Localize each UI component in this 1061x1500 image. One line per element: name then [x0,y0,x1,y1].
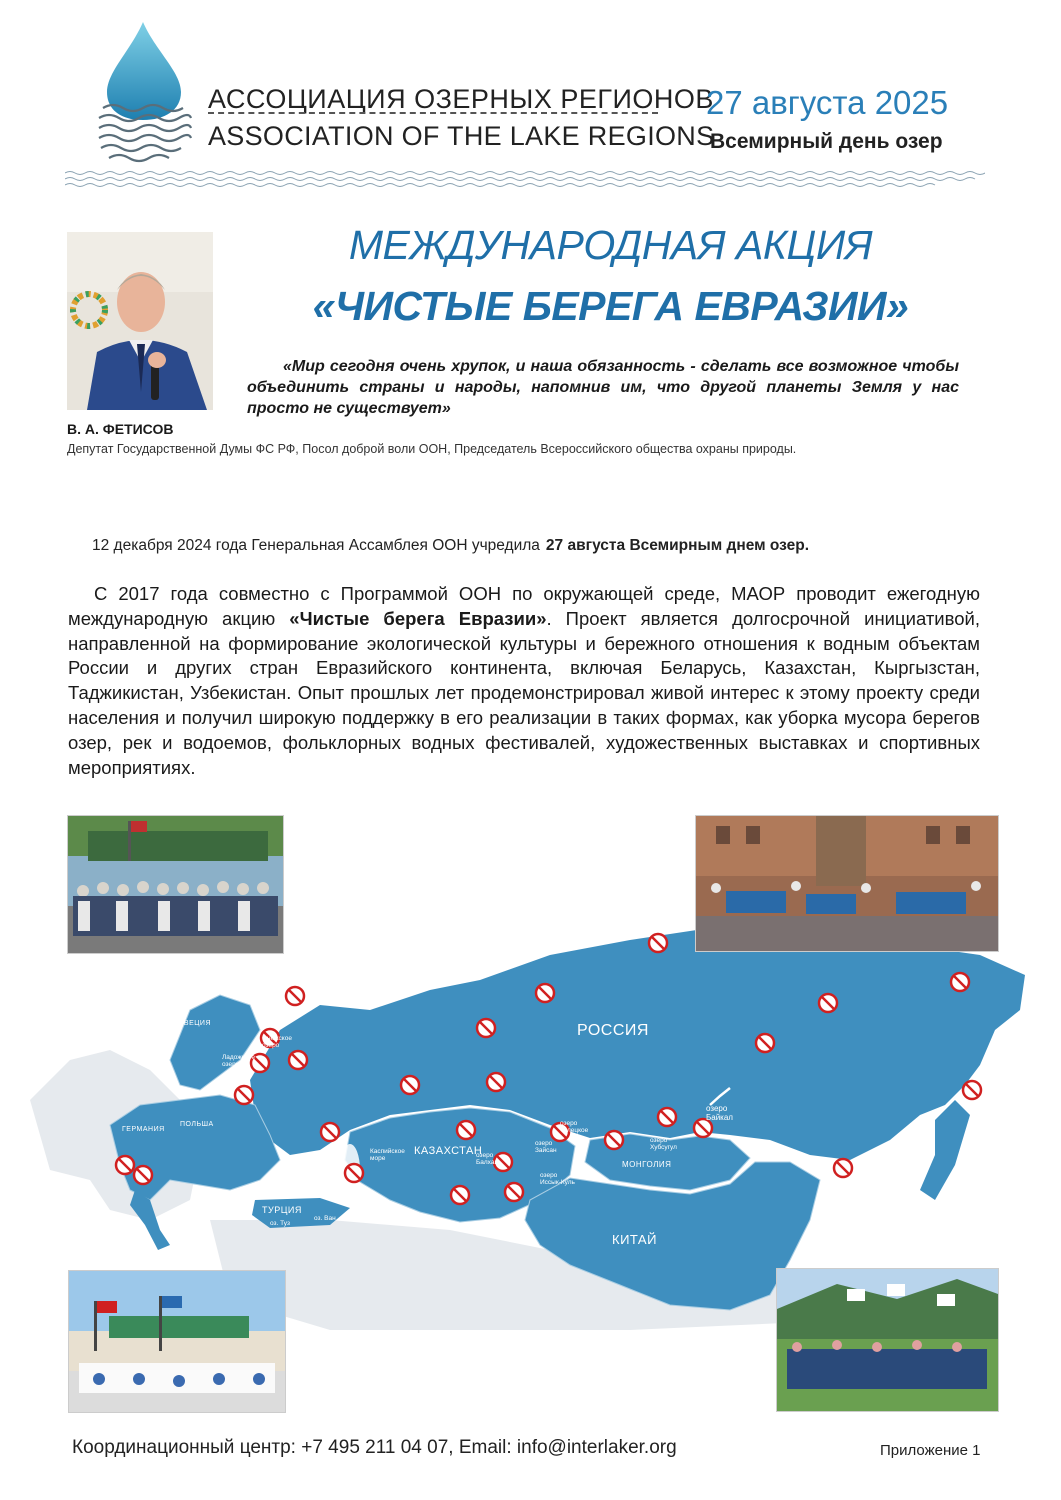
no-littering-icon [951,973,969,991]
appendix-label: Приложение 1 [880,1442,981,1459]
no-littering-icon [286,987,304,1005]
event-photo-bottom-right [776,1268,999,1412]
no-littering-icon [536,984,554,1002]
map-label-turkey: ТУРЦИЯ [262,1205,302,1215]
map-label-teletskoe: озеро Телецкое [560,1120,589,1134]
no-littering-icon [605,1131,623,1149]
map-label-kazakhstan: КАЗАХСТАН [414,1145,483,1157]
no-littering-icon [321,1123,339,1141]
eurasia-map [30,900,1035,1330]
event-photo-top-left [67,815,284,954]
scandinavia-shape [170,995,260,1090]
page-title-line2: «ЧИСТЫЕ БЕРЕГА ЕВРАЗИИ» [312,283,909,329]
wave-divider [65,168,985,190]
org-name-ru: АССОЦИАЦИЯ ОЗЕРНЫХ РЕГИОНОВ [208,84,714,114]
map-label-poland: ПОЛЬША [180,1121,214,1128]
map-label-germany: ГЕРМАНИЯ [122,1126,165,1133]
no-littering-icon [457,1121,475,1139]
map-label-mongolia: МОНГОЛИЯ [622,1160,672,1169]
author-role: Депутат Государственной Думы ФС РФ, Посол доброй воли ООН, Председатель Всероссийского общества охраны природы. [67,442,797,456]
event-photo-bottom-left [68,1270,286,1413]
no-littering-icon [477,1019,495,1037]
no-littering-icon [505,1183,523,1201]
no-littering-icon [834,1159,852,1177]
map-label-ladoga: Ладожское озеро [222,1054,255,1068]
org-name-en: ASSOCIATION OF THE LAKE REGIONS [208,121,715,151]
page-title-line1: МЕЖДУНАРОДНАЯ АКЦИЯ [348,222,873,268]
intro-bold: 27 августа Всемирным днем озер. [545,537,810,554]
portrait-photo [67,232,213,410]
body-paragraph [68,582,980,780]
map-label-sweden: ШВЕЦИЯ [177,1020,212,1027]
map-label-russia: РОССИЯ [577,1022,649,1039]
russia-shape [250,925,1025,1160]
no-littering-icon [756,1034,774,1052]
water-drop-logo-icon [95,20,195,170]
map-label-van: оз. Ван [314,1215,336,1222]
intro-text: 12 декабря 2024 года Генеральная Ассамблея ООН учредила [92,537,540,554]
header-divider [208,112,658,114]
no-littering-icon [345,1164,363,1182]
intro-line [92,537,809,555]
no-littering-icon [401,1076,419,1094]
footer-contacts: Координационный центр: +7 495 211 04 07, Email: info@interlaker.org [72,1437,677,1458]
no-littering-icon [116,1156,134,1174]
map-label-tuz: оз. Туз [270,1220,290,1227]
japan-shape [920,1100,970,1200]
map-label-baikal: озеро Байкал [706,1104,733,1122]
event-name: Всемирный день озер [710,130,943,153]
quote-text: «Мир сегодня очень хрупок, и наша обязанность - сделать все возможное чтобы объединить страны и народы, напомнив им, что другой планеты Земля у нас просто не существует» [247,358,959,417]
no-littering-icon [963,1081,981,1099]
body-campaign-name: «Чистые берега Евразии» [289,607,547,629]
no-littering-icon [289,1051,307,1069]
event-photo-top-right [695,815,999,952]
no-littering-icon [487,1073,505,1091]
map-label-zaysan: озеро Зайсан [535,1140,557,1154]
quote-author: В. А. ФЕТИСОВ [67,421,174,437]
map-label-issyk-kul: озеро Иссык-Куль [540,1172,575,1186]
no-littering-icon [649,934,667,952]
no-littering-icon [658,1108,676,1126]
map-label-caspian: Каспийское море [370,1148,405,1162]
map-label-balkhash: озеро Балхаш [476,1152,500,1166]
body-part2: . Проект является долгосрочной инициативой, направленной на формирование экологической культуры и бережного отношения к водным объектам России и других стран Евразийского континента, включая Беларусь, Казахстан, Кыргызстан, Таджикистан, Узбекистан. Опыт прошлых лет продемонстрировал живой интерес к этому проекту среди населения и получил широкую поддержку в его реализации в таких формах, как уборка мусора берегов озер, рек и водоемов, фольклорных водных фестивалей, художественных выставках и спортивных мероприятиях. [68,607,981,778]
map-label-khubsugul: озеро Хубсугул [650,1137,677,1151]
no-littering-icon [235,1086,253,1104]
no-littering-icon [451,1186,469,1204]
no-littering-icon [134,1166,152,1184]
europe-shape [110,1095,280,1200]
body-part1: С 2017 года совместно с Программой ООН по окружающей среде, МАОР проводит ежегодную международную акцию [68,583,980,629]
event-date: 27 августа 2025 [706,84,949,121]
map-label-onega: Онежское озеро [262,1035,292,1049]
no-littering-icon [819,994,837,1012]
map-label-china: КИТАЙ [612,1232,657,1247]
